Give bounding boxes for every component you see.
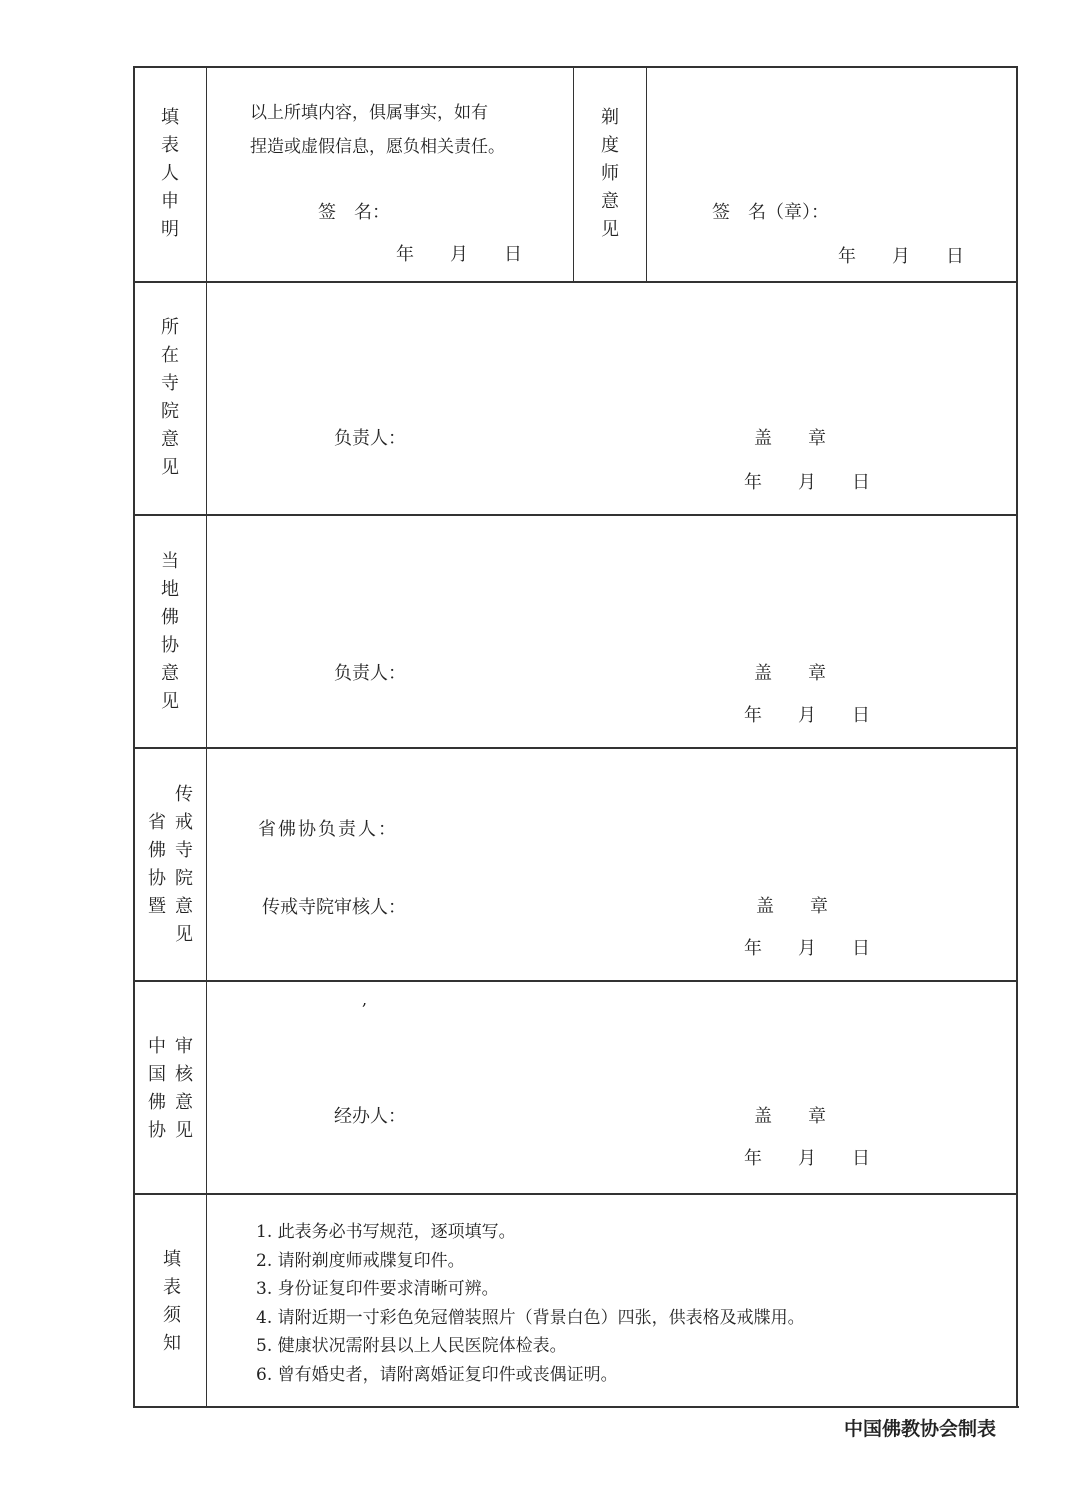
list-item: 3. 身份证复印件要求清晰可辨。 (256, 1279, 499, 1299)
table-border-bottom (135, 1406, 1019, 1408)
notes-label: 填 表 须 知 (163, 1249, 181, 1354)
label-column-divider (206, 66, 207, 1408)
provincial-date: 年 月 日 (744, 938, 870, 959)
row-divider-3 (134, 747, 1018, 749)
temple-date: 年 月 日 (744, 472, 870, 493)
issuer-footer: 中国佛教协会制表 (843, 1418, 996, 1440)
temple-person-label: 负责人： (334, 428, 406, 449)
temple-opinion-label: 所 在 寺 院 意 见 (161, 317, 179, 478)
national-label-col1: 中 国 佛 协 (148, 1036, 166, 1141)
table-border-left (133, 66, 135, 1408)
local-association-date: 年 月 日 (744, 705, 870, 726)
row-divider-5 (134, 1193, 1018, 1195)
declaration-text-line2: 捏造或虚假信息，愿负相关责任。 (250, 137, 505, 157)
local-association-seal-label: 盖 章 (754, 663, 826, 684)
list-item: 4. 请附近期一寸彩色免冠僧装照片（背景白色）四张，供表格及戒牒用。 (256, 1307, 805, 1328)
tonsure-master-signature-label: 签 名（章）： (712, 202, 829, 223)
tonsure-master-date: 年 月 日 (838, 246, 964, 267)
provincial-seal-label: 盖 章 (756, 896, 828, 917)
local-association-label: 当 地 佛 协 意 见 (161, 551, 179, 712)
temple-seal-label: 盖 章 (754, 428, 826, 449)
local-association-person-label: 负责人： (334, 663, 406, 684)
ordination-temple-reviewer-label: 传戒寺院审核人： (262, 897, 406, 918)
declaration-divider-b (646, 66, 647, 282)
declaration-label: 填 表 人 申 明 (161, 107, 179, 240)
row-divider-1 (134, 281, 1018, 283)
list-item: 1. 此表务必书写规范，逐项填写。 (256, 1222, 516, 1242)
national-seal-label: 盖 章 (754, 1106, 826, 1127)
national-date: 年 月 日 (744, 1148, 870, 1169)
provincial-person-label: 省佛协负责人： (258, 819, 398, 840)
table-border-right (1016, 66, 1018, 1408)
provincial-label-col2: 传 戒 寺 院 意 见 (175, 784, 193, 945)
declaration-divider-a (573, 66, 574, 282)
list-item: 6. 曾有婚史者，请附离婚证复印件或丧偶证明。 (256, 1364, 618, 1385)
row-divider-2 (134, 514, 1018, 516)
national-handler-label: 经办人： (334, 1106, 406, 1127)
applicant-date: 年 月 日 (396, 244, 522, 265)
tonsure-master-label: 剃 度 师 意 见 (601, 107, 619, 240)
row-divider-4 (134, 980, 1018, 982)
notes-list (256, 1218, 805, 1389)
ink-mark: , (362, 990, 368, 1009)
provincial-label-col1: 省 佛 协 暨 (148, 812, 166, 917)
applicant-signature-label: 签 名： (318, 202, 390, 223)
table-border-top (133, 66, 1017, 68)
list-item: 5. 健康状况需附县以上人民医院体检表。 (256, 1336, 567, 1356)
national-label-col2: 审 核 意 见 (175, 1036, 193, 1141)
list-item: 2. 请附剃度师戒牒复印件。 (256, 1250, 465, 1271)
declaration-text-line1: 以上所填内容，俱属事实，如有 (250, 103, 488, 123)
